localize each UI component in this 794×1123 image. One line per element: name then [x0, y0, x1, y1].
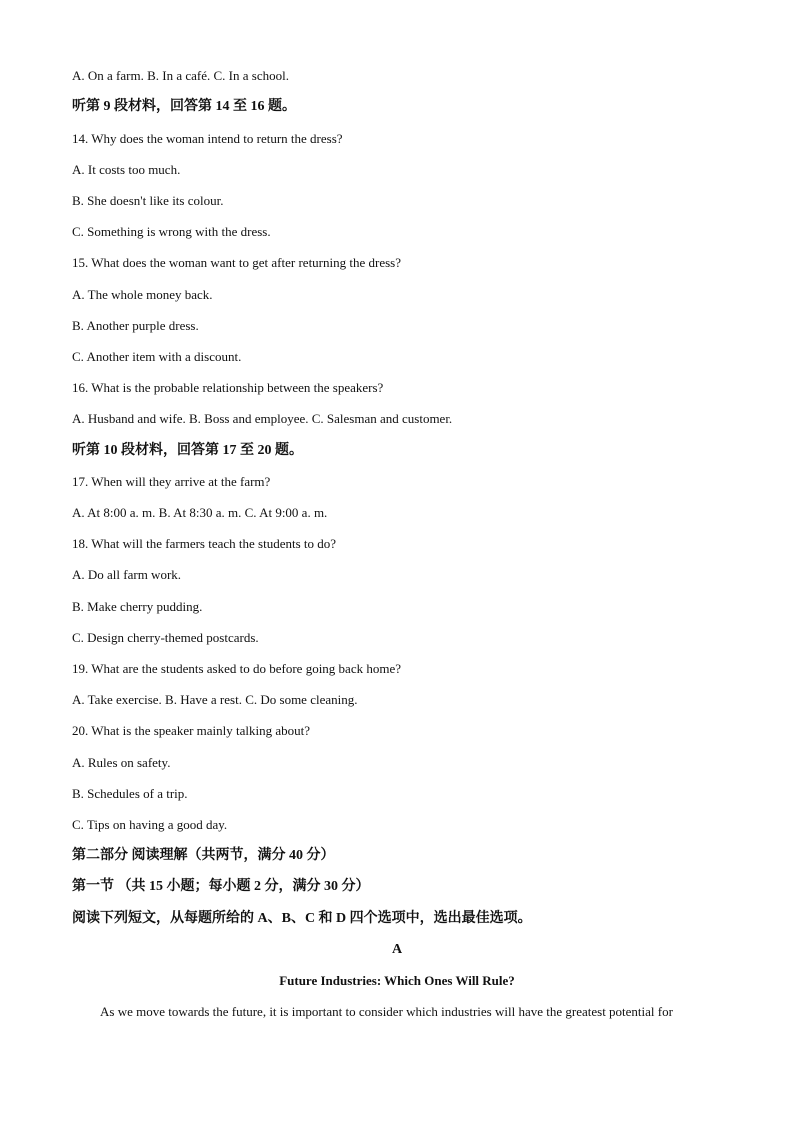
question-16: 16. What is the probable relationship between the speakers?	[72, 380, 384, 395]
q15-option-b: B. Another purple dress.	[72, 318, 199, 333]
section9-header: 听第 9 段材料，回答第 14 至 16 题。	[72, 99, 296, 114]
question-17: 17. When will they arrive at the farm?	[72, 474, 271, 489]
q15-option-c: C. Another item with a discount.	[72, 349, 242, 364]
q17-options: A. At 8:00 a. m. B. At 8:30 a. m. C. At 9:00 a. m.	[72, 505, 328, 520]
part2-header: 第二部分 阅读理解（共两节，满分 40 分）	[72, 848, 335, 863]
question-15: 15. What does the woman want to get after returning the dress?	[72, 255, 401, 270]
question-14: 14. Why does the woman intend to return the dress?	[72, 131, 343, 146]
question-18: 18. What will the farmers teach the students to do?	[72, 536, 337, 551]
q16-options: A. Husband and wife. B. Boss and employee. C. Salesman and customer.	[72, 411, 453, 426]
q13-options: A. On a farm. B. In a café. C. In a school.	[72, 68, 289, 83]
section10-header: 听第 10 段材料，回答第 17 至 20 题。	[72, 443, 303, 458]
passage-letter: A	[391, 942, 403, 957]
question-20: 20. What is the speaker mainly talking about?	[72, 723, 311, 738]
q18-option-b: B. Make cherry pudding.	[72, 599, 203, 614]
q20-option-b: B. Schedules of a trip.	[72, 786, 188, 801]
q14-option-c: C. Something is wrong with the dress.	[72, 224, 271, 239]
passage-title: Future Industries: Which Ones Will Rule?	[279, 973, 515, 988]
q20-option-c: C. Tips on having a good day.	[72, 817, 228, 832]
section1-header: 第一节 （共 15 小题；每小题 2 分，满分 30 分）	[72, 879, 370, 894]
q15-option-a: A. The whole money back.	[72, 287, 213, 302]
q14-option-b: B. She doesn't like its colour.	[72, 193, 224, 208]
q18-option-c: C. Design cherry-themed postcards.	[72, 630, 259, 645]
question-19: 19. What are the students asked to do before going back home?	[72, 661, 401, 676]
passage-first-line: As we move towards the future, it is important to consider which industries will have the greatest potential for	[100, 1004, 673, 1019]
q18-option-a: A. Do all farm work.	[72, 567, 182, 582]
reading-instructions: 阅读下列短文，从每题所给的 A、B、C 和 D 四个选项中，选出最佳选项。	[72, 911, 532, 926]
q20-option-a: A. Rules on safety.	[72, 755, 171, 770]
q19-options: A. Take exercise. B. Have a rest. C. Do some cleaning.	[72, 692, 358, 707]
q14-option-a: A. It costs too much.	[72, 162, 181, 177]
